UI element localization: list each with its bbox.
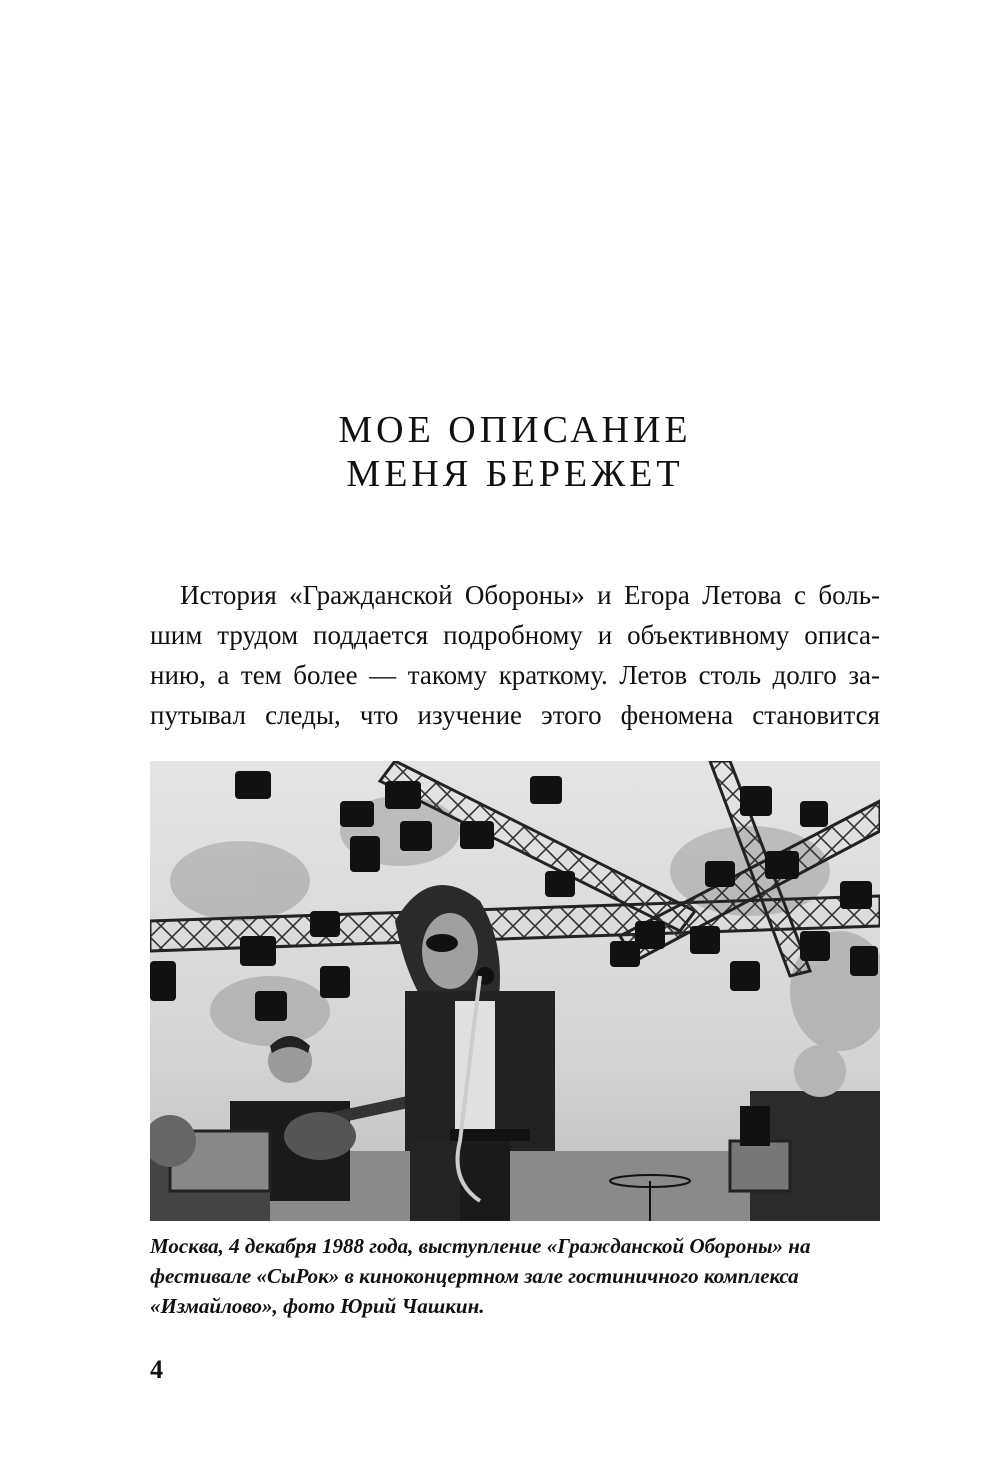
- photo-caption: [150, 1231, 880, 1321]
- body-line-1: История «Гражданской Обороны» и Егора Летова с боль-: [180, 580, 880, 610]
- chapter-title-line-2: МЕНЯ БЕРЕЖЕТ: [346, 453, 684, 495]
- body-line-3: нию, а тем более — такому краткому. Летов столь долго за-: [150, 660, 880, 690]
- caption-line-2: фестивале «СыРок» в киноконцертном зале гостиничного комплекса: [150, 1264, 799, 1288]
- chapter-title-line-1: МОЕ ОПИСАНИЕ: [338, 409, 692, 451]
- caption-line-1: Москва, 4 декабря 1988 года, выступление «Гражданской Обороны» на: [150, 1234, 811, 1258]
- page-number: 4: [150, 1355, 163, 1384]
- chapter-title: [150, 408, 880, 496]
- caption-line-3: «Измайлово», фото Юрий Чашкин.: [150, 1294, 485, 1318]
- body-line-4: путывал следы, что изучение этого феномена становится: [150, 700, 880, 730]
- body-line-2: шим трудом поддается подробному и объективному описа-: [150, 620, 880, 650]
- body-paragraph: [150, 575, 880, 735]
- concert-photo: [150, 761, 880, 1221]
